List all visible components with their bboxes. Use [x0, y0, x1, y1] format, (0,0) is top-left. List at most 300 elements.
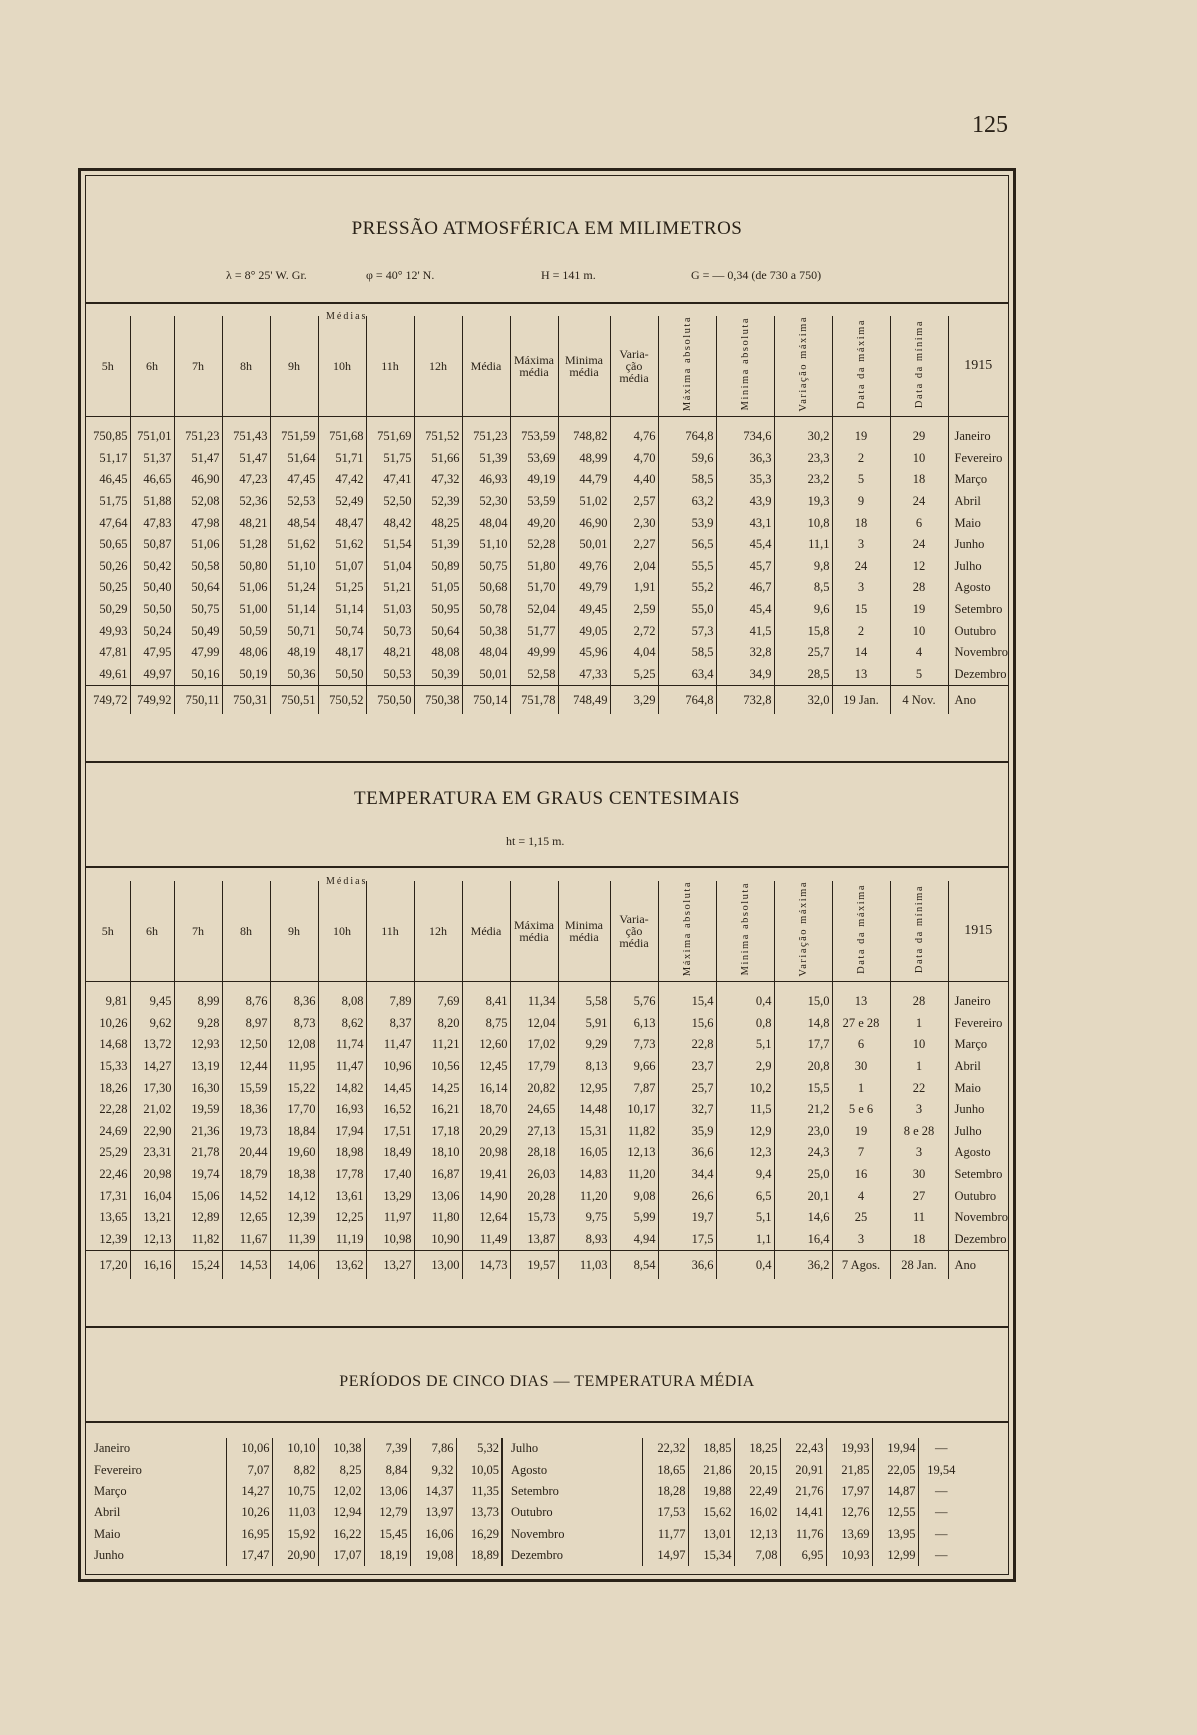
- periods-cell: 16,95: [226, 1524, 272, 1545]
- pressure-cell: 50,25: [86, 577, 130, 599]
- temperature-cell: 12,64: [462, 1207, 510, 1229]
- pressure-cell: 8,5: [774, 577, 832, 599]
- periods-cell: —: [935, 1548, 948, 1563]
- temperature-spacer-row: [86, 981, 1008, 991]
- pressure-spacer-cell: [890, 416, 948, 426]
- temperature-cell: 11,49: [462, 1229, 510, 1251]
- pressure-cell: 43,9: [716, 491, 774, 513]
- temperature-cell: Março: [954, 1037, 988, 1052]
- temperature-cell: 11,20: [610, 1164, 658, 1186]
- page-frame: [78, 168, 1016, 1582]
- pressure-cell: 48,17: [318, 642, 366, 664]
- periods-cell: 16,22: [318, 1524, 364, 1545]
- periods-cell: 22,49: [734, 1481, 780, 1502]
- pressure-cell: Fevereiro: [954, 450, 1003, 465]
- pressure-cell: 49,20: [510, 512, 558, 534]
- pressure-cell: 51,07: [318, 556, 366, 578]
- temperature-cell: 17,78: [318, 1164, 366, 1186]
- pressure-cell: 50,80: [222, 556, 270, 578]
- pressure-cell: 47,81: [86, 642, 130, 664]
- pressure-cell: 59,6: [658, 448, 716, 470]
- temperature-cell: 27 e 28: [832, 1013, 890, 1035]
- periods-cell: 14,37: [410, 1481, 456, 1502]
- table-row: [86, 577, 1008, 599]
- pressure-cell: Outubro: [954, 623, 997, 638]
- periods-cell: 12,79: [364, 1502, 410, 1523]
- pressure-spacer-cell: [558, 416, 610, 426]
- pressure-cell: Julho: [954, 558, 982, 573]
- temperature-cell: 3: [890, 1099, 948, 1121]
- pressure-cell: 44,79: [558, 469, 610, 491]
- pressure-header-cell: 12h: [414, 316, 462, 416]
- pressure-header-rule: [86, 416, 1008, 417]
- temperature-cell: 12,44: [222, 1056, 270, 1078]
- periods-cell: 8,84: [364, 1459, 410, 1480]
- temperature-annual-cell: 0,4: [716, 1251, 774, 1280]
- pressure-cell: 51,14: [270, 599, 318, 621]
- table-row: [86, 1056, 1008, 1078]
- temperature-annual-cell: Ano: [948, 1251, 1008, 1280]
- periods-cell: 13,97: [410, 1502, 456, 1523]
- temperature-cell: 14,90: [462, 1185, 510, 1207]
- temperature-cell: 20,28: [510, 1185, 558, 1207]
- pressure-cell: 46,7: [716, 577, 774, 599]
- pressure-header-cell: [832, 316, 890, 416]
- pressure-annual-cell: 751,78: [510, 686, 558, 715]
- temperature-header-cell: 7h: [174, 881, 222, 981]
- pressure-body: [86, 416, 1008, 714]
- table-row: [86, 556, 1008, 578]
- pressure-cell: 3: [832, 534, 890, 556]
- temperature-cell: 15,31: [558, 1121, 610, 1143]
- temperature-cell: 14,82: [318, 1077, 366, 1099]
- temperature-header-vert: Minima absoluta: [739, 882, 751, 976]
- temperature-cell: 16,04: [130, 1185, 174, 1207]
- pressure-annual-cell: 3,29: [610, 686, 658, 715]
- temperature-cell: 10,90: [414, 1229, 462, 1251]
- pressure-cell: 52,04: [510, 599, 558, 621]
- temperature-spacer-cell: [174, 981, 222, 991]
- pressure-cell: 51,64: [270, 448, 318, 470]
- pressure-cell: 10,8: [774, 512, 832, 534]
- temperature-cell: 21,36: [174, 1121, 222, 1143]
- pressure-cell: 47,41: [366, 469, 414, 491]
- pressure-cell: 748,82: [558, 426, 610, 448]
- temperature-cell: 17,31: [86, 1185, 130, 1207]
- temperature-cell: 13,65: [86, 1207, 130, 1229]
- pressure-annual-cell: 749,72: [86, 686, 130, 715]
- temperature-cell: Agosto: [954, 1145, 991, 1160]
- temperature-cell: 12,65: [222, 1207, 270, 1229]
- pressure-header-cell: [716, 316, 774, 416]
- pressure-lambda: λ = 8° 25' W. Gr.: [226, 268, 307, 282]
- pressure-header-cell: 1915: [964, 358, 993, 373]
- temperature-cell: 26,03: [510, 1164, 558, 1186]
- pressure-cell: 50,01: [462, 664, 510, 686]
- temperature-spacer-cell: [414, 981, 462, 991]
- pressure-cell: 48,21: [222, 512, 270, 534]
- pressure-cell: 4,70: [610, 448, 658, 470]
- pressure-cell: 9: [832, 491, 890, 513]
- periods-month-label: Dezembro: [502, 1545, 642, 1566]
- temperature-spacer-cell: [832, 981, 890, 991]
- periods-month-label: Novembro: [502, 1524, 642, 1545]
- temperature-cell: 11,82: [174, 1229, 222, 1251]
- pressure-cell: 50,78: [462, 599, 510, 621]
- temperature-cell: 5,91: [558, 1013, 610, 1035]
- pressure-cell: 56,5: [658, 534, 716, 556]
- pressure-cell: 51,77: [510, 620, 558, 642]
- pressure-spacer-cell: [366, 416, 414, 426]
- temperature-cell: 22,90: [130, 1121, 174, 1143]
- pressure-cell: 19,3: [774, 491, 832, 513]
- temperature-cell: 26,6: [658, 1185, 716, 1207]
- pressure-cell: 51,25: [318, 577, 366, 599]
- pressure-cell: 48,04: [462, 642, 510, 664]
- temperature-annual-cell: 17,20: [86, 1251, 130, 1280]
- periods-cell: 17,07: [318, 1545, 364, 1566]
- temperature-cell: 15,4: [658, 991, 716, 1013]
- periods-cell: 11,03: [272, 1502, 318, 1523]
- periods-cell: 8,82: [272, 1459, 318, 1480]
- table-row: [86, 1099, 1008, 1121]
- table-row: [86, 1077, 1008, 1099]
- pressure-cell: 51,03: [366, 599, 414, 621]
- temperature-spacer-cell: [610, 981, 658, 991]
- temperature-annual-cell: 28 Jan.: [890, 1251, 948, 1280]
- periods-month-label: Julho: [502, 1438, 642, 1459]
- pressure-cell: 15: [832, 599, 890, 621]
- periods-cell: 14,41: [780, 1502, 826, 1523]
- pressure-cell: 49,93: [86, 620, 130, 642]
- pressure-cell: 751,69: [366, 426, 414, 448]
- temperature-annual-cell: 14,73: [462, 1251, 510, 1280]
- temperature-cell: 9,28: [174, 1013, 222, 1035]
- temperature-cell: 12,13: [610, 1142, 658, 1164]
- pressure-annual-cell: 750,11: [174, 686, 222, 715]
- temperature-cell: 25: [832, 1207, 890, 1229]
- pressure-cell: 51,71: [318, 448, 366, 470]
- pressure-cell: 2: [832, 448, 890, 470]
- temperature-cell: 12,13: [130, 1229, 174, 1251]
- pressure-cell: 50,75: [174, 599, 222, 621]
- temperature-cell: 9,08: [610, 1185, 658, 1207]
- pressure-cell: 43,1: [716, 512, 774, 534]
- temperature-cell: Setembro: [954, 1167, 1003, 1182]
- temperature-annual-cell: 7 Agos.: [832, 1251, 890, 1280]
- temperature-cell: 19,7: [658, 1207, 716, 1229]
- periods-cell: 19,93: [826, 1438, 872, 1459]
- pressure-cell: Abril: [954, 494, 981, 509]
- pressure-header-cell: 8h: [222, 316, 270, 416]
- pressure-header-cell: 9h: [270, 316, 318, 416]
- pressure-cell: 48,08: [414, 642, 462, 664]
- temperature-cell: 23,0: [774, 1121, 832, 1143]
- periods-cell: 7,86: [410, 1438, 456, 1459]
- temperature-cell: 19,59: [174, 1099, 222, 1121]
- pressure-cell: 49,79: [558, 577, 610, 599]
- pressure-cell: 9,6: [774, 599, 832, 621]
- temperature-cell: 11,21: [414, 1034, 462, 1056]
- pressure-header-cell: 11h: [366, 316, 414, 416]
- temperature-header-cell: Minima média: [558, 881, 610, 981]
- pressure-cell: 50,19: [222, 664, 270, 686]
- temperature-header-cell: Máxima média: [510, 881, 558, 981]
- temperature-cell: 1: [890, 1056, 948, 1078]
- pressure-cell: 2,30: [610, 512, 658, 534]
- temperature-cell: 18: [890, 1229, 948, 1251]
- temperature-header-cell: 12h: [414, 881, 462, 981]
- pressure-cell: 49,99: [510, 642, 558, 664]
- periods-cell: 5,32: [456, 1438, 502, 1459]
- pressure-cell: 2,04: [610, 556, 658, 578]
- pressure-phi: φ = 40° 12' N.: [366, 268, 435, 282]
- temperature-cell: 14,83: [558, 1164, 610, 1186]
- periods-cell: 7,08: [734, 1545, 780, 1566]
- periods-cell: 21,86: [688, 1459, 734, 1480]
- temperature-cell: 5,1: [716, 1034, 774, 1056]
- pressure-spacer-row: [86, 416, 1008, 426]
- temperature-header-cell: Varia-ção média: [610, 881, 658, 981]
- pressure-cell: 51,17: [86, 448, 130, 470]
- temperature-cell: 17,94: [318, 1121, 366, 1143]
- temperature-cell: 13,61: [318, 1185, 366, 1207]
- pressure-cell: 45,4: [716, 534, 774, 556]
- temperature-cell: 22,28: [86, 1099, 130, 1121]
- temperature-cell: Junho: [954, 1102, 985, 1117]
- temperature-cell: 4,94: [610, 1229, 658, 1251]
- temperature-cell: 5 e 6: [832, 1099, 890, 1121]
- temperature-cell: 17,5: [658, 1229, 716, 1251]
- temperature-cell: 10,96: [366, 1056, 414, 1078]
- temperature-cell: 18,70: [462, 1099, 510, 1121]
- temperature-cell: 1: [832, 1077, 890, 1099]
- pressure-cell: Junho: [954, 537, 985, 552]
- temperature-cell: 32,7: [658, 1099, 716, 1121]
- temperature-cell: 9,75: [558, 1207, 610, 1229]
- periods-row: [86, 1481, 1008, 1502]
- temperature-cell: 8,20: [414, 1013, 462, 1035]
- pressure-cell: 50,24: [130, 620, 174, 642]
- pressure-spacer-cell: [270, 416, 318, 426]
- temperature-cell: 11,20: [558, 1185, 610, 1207]
- pressure-cell: 49,97: [130, 664, 174, 686]
- periods-cell: 12,94: [318, 1502, 364, 1523]
- temperature-cell: Fevereiro: [954, 1015, 1003, 1030]
- pressure-cell: 50,38: [462, 620, 510, 642]
- pressure-cell: 51,39: [462, 448, 510, 470]
- pressure-cell: 58,5: [658, 469, 716, 491]
- pressure-cell: 50,50: [130, 599, 174, 621]
- pressure-header-cell: Minima média: [558, 316, 610, 416]
- pressure-cell: 41,5: [716, 620, 774, 642]
- periods-month-label: Maio: [86, 1524, 226, 1545]
- pressure-cell: 48,21: [366, 642, 414, 664]
- temperature-spacer-cell: [774, 981, 832, 991]
- temperature-cell: 21,02: [130, 1099, 174, 1121]
- periods-title: PERÍODOS DE CINCO DIAS — TEMPERATURA MÉDIA: [339, 1373, 755, 1390]
- periods-cell: 14,27: [226, 1481, 272, 1502]
- temperature-cell: 14,52: [222, 1185, 270, 1207]
- periods-cell: 11,76: [780, 1524, 826, 1545]
- pressure-cell: 52,28: [510, 534, 558, 556]
- temperature-cell: 8,37: [366, 1013, 414, 1035]
- periods-cell: 12,76: [826, 1502, 872, 1523]
- temperature-cell: 22: [890, 1077, 948, 1099]
- periods-cell: 18,28: [642, 1481, 688, 1502]
- pressure-cell: 51,10: [462, 534, 510, 556]
- pressure-cell: 2,27: [610, 534, 658, 556]
- periods-cell: 10,75: [272, 1481, 318, 1502]
- temperature-spacer-cell: [462, 981, 510, 991]
- pressure-cell: 51,62: [270, 534, 318, 556]
- periods-cell: 15,92: [272, 1524, 318, 1545]
- temperature-annual-cell: 8,54: [610, 1251, 658, 1280]
- temperature-cell: 18,36: [222, 1099, 270, 1121]
- pressure-cell: 50,74: [318, 620, 366, 642]
- periods-table: [86, 1438, 1008, 1566]
- pressure-header-cell: Varia-ção média: [610, 316, 658, 416]
- temperature-cell: 16,87: [414, 1164, 462, 1186]
- temperature-cell: 19: [832, 1121, 890, 1143]
- pressure-annual-cell: 750,52: [318, 686, 366, 715]
- pressure-cell: 32,8: [716, 642, 774, 664]
- temperature-cell: 7,73: [610, 1034, 658, 1056]
- pressure-cell: 45,96: [558, 642, 610, 664]
- temperature-cell: 16,52: [366, 1099, 414, 1121]
- temperature-cell: 19,41: [462, 1164, 510, 1186]
- temperature-cell: 8,93: [558, 1229, 610, 1251]
- temperature-cell: 1: [890, 1013, 948, 1035]
- temperature-cell: 20,8: [774, 1056, 832, 1078]
- pressure-cell: 2,57: [610, 491, 658, 513]
- pressure-annual-row: [86, 686, 1008, 715]
- table-row: [86, 1164, 1008, 1186]
- temperature-cell: 12,93: [174, 1034, 222, 1056]
- temperature-annual-cell: 11,03: [558, 1251, 610, 1280]
- temperature-annual-cell: 36,2: [774, 1251, 832, 1280]
- temperature-cell: 35,9: [658, 1121, 716, 1143]
- periods-cell: 14,97: [642, 1545, 688, 1566]
- pressure-cell: 46,45: [86, 469, 130, 491]
- temperature-header-cell: 8h: [222, 881, 270, 981]
- pressure-cell: 50,75: [462, 556, 510, 578]
- pressure-cell: 28: [890, 577, 948, 599]
- pressure-header-cell: 7h: [174, 316, 222, 416]
- pressure-cell: 49,61: [86, 664, 130, 686]
- pressure-cell: 45,4: [716, 599, 774, 621]
- pressure-cell: 47,64: [86, 512, 130, 534]
- temperature-cell: 8,76: [222, 991, 270, 1013]
- periods-cell: 10,26: [226, 1502, 272, 1523]
- pressure-annual-cell: 748,49: [558, 686, 610, 715]
- periods-cell: 11,35: [456, 1481, 502, 1502]
- table-row: [86, 1013, 1008, 1035]
- temperature-cell: 11,95: [270, 1056, 318, 1078]
- periods-cell: 15,34: [688, 1545, 734, 1566]
- temperature-cell: 8,08: [318, 991, 366, 1013]
- temperature-spacer-cell: [318, 981, 366, 991]
- pressure-cell: 45,7: [716, 556, 774, 578]
- temperature-cell: 12,08: [270, 1034, 318, 1056]
- pressure-cell: 751,52: [414, 426, 462, 448]
- temperature-cell: 14,25: [414, 1077, 462, 1099]
- temperature-header-cell: [774, 881, 832, 981]
- temperature-cell: 5,1: [716, 1207, 774, 1229]
- pressure-cell: 48,47: [318, 512, 366, 534]
- temperature-cell: 15,73: [510, 1207, 558, 1229]
- temperature-cell: 14,48: [558, 1099, 610, 1121]
- pressure-cell: 10: [890, 448, 948, 470]
- temperature-top-rule: [86, 866, 1008, 868]
- temperature-cell: 18,10: [414, 1142, 462, 1164]
- pressure-cell: Maio: [954, 515, 981, 530]
- temperature-header-cell: 9h: [270, 881, 318, 981]
- pressure-header-vert: Máxima absoluta: [681, 316, 693, 412]
- periods-cell: 19,08: [410, 1545, 456, 1566]
- temperature-cell: 17,30: [130, 1077, 174, 1099]
- table-row: [86, 1034, 1008, 1056]
- temperature-cell: 18,49: [366, 1142, 414, 1164]
- temperature-spacer-cell: [86, 981, 130, 991]
- table-row: [86, 1229, 1008, 1251]
- periods-cell: —: [935, 1526, 948, 1541]
- pressure-cell: 4,76: [610, 426, 658, 448]
- temperature-cell: 16,4: [774, 1229, 832, 1251]
- temperature-cell: 15,22: [270, 1077, 318, 1099]
- temperature-cell: 11,80: [414, 1207, 462, 1229]
- temperature-cell: 20,98: [130, 1164, 174, 1186]
- pressure-annual-cell: 750,14: [462, 686, 510, 715]
- pressure-cell: 51,05: [414, 577, 462, 599]
- temperature-annual-cell: 14,06: [270, 1251, 318, 1280]
- temperature-cell: 16,21: [414, 1099, 462, 1121]
- pressure-cell: 30,2: [774, 426, 832, 448]
- frame-inner: [85, 175, 1009, 1575]
- pressure-cell: 50,01: [558, 534, 610, 556]
- pressure-cell: 51,14: [318, 599, 366, 621]
- periods-cell: 13,95: [872, 1524, 918, 1545]
- temperature-cell: 20,1: [774, 1185, 832, 1207]
- periods-cell: 12,99: [872, 1545, 918, 1566]
- periods-cell: 19,94: [872, 1438, 918, 1459]
- pressure-cell: 51,66: [414, 448, 462, 470]
- periods-cell: 20,15: [734, 1459, 780, 1480]
- pressure-cell: Setembro: [954, 602, 1003, 617]
- pressure-annual-cell: 19 Jan.: [832, 686, 890, 715]
- temperature-cell: 8,41: [462, 991, 510, 1013]
- pressure-cell: 48,25: [414, 512, 462, 534]
- pressure-cell: 47,23: [222, 469, 270, 491]
- periods-cell: 22,32: [642, 1438, 688, 1459]
- temperature-cell: 9,4: [716, 1164, 774, 1186]
- temperature-cell: 13,87: [510, 1229, 558, 1251]
- pressure-spacer-cell: [86, 416, 130, 426]
- pressure-cell: 4,04: [610, 642, 658, 664]
- table-row: [86, 469, 1008, 491]
- temperature-cell: 12,45: [462, 1056, 510, 1078]
- temperature-header-cell: [890, 881, 948, 981]
- periods-cell: 18,19: [364, 1545, 410, 1566]
- temperature-cell: 2,9: [716, 1056, 774, 1078]
- temperature-medias-label: Médias: [326, 876, 368, 887]
- pressure-cell: 63,2: [658, 491, 716, 513]
- temperature-spacer-cell: [558, 981, 610, 991]
- temperature-header-cell: Média: [462, 881, 510, 981]
- pressure-header-cell: [774, 316, 832, 416]
- periods-month-label: Agosto: [502, 1459, 642, 1480]
- pressure-cell: 47,98: [174, 512, 222, 534]
